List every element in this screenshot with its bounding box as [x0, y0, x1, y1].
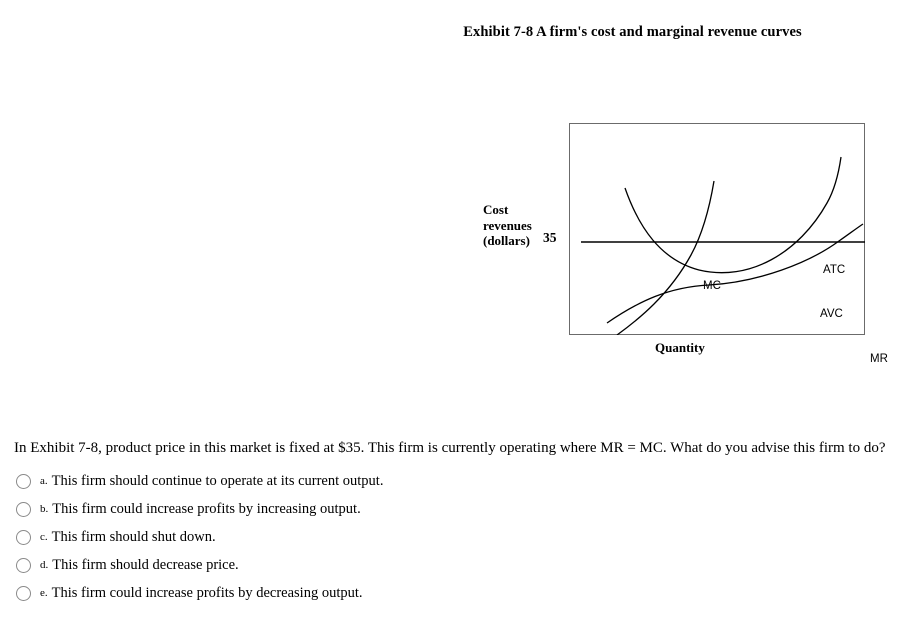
choice-text-e: This firm could increase profits by decreasing output.	[51, 585, 363, 601]
y-axis-label-line-3: (dollars)	[483, 233, 530, 248]
question-block	[14, 438, 904, 607]
choice-text-a: This firm should continue to operate at its current output.	[51, 473, 384, 489]
choice-letter-a: a.	[40, 475, 48, 487]
mr-curve-label: MR	[870, 353, 888, 365]
choice-letter-d: d.	[40, 559, 49, 571]
y-axis-label-line-1: Cost	[483, 202, 509, 217]
choice-text-b: This firm could increase profits by increasing output.	[52, 501, 361, 517]
x-axis-label: Quantity	[655, 340, 705, 355]
question-stem: In Exhibit 7-8, product price in this market is fixed at $35. This firm is currently operating where MR = MC. What do you advise this firm to do?	[14, 440, 886, 456]
choice-text-d: This firm should decrease price.	[52, 557, 239, 573]
radio-button-c[interactable]	[16, 530, 31, 545]
choice-option-b[interactable]	[14, 495, 904, 523]
choice-option-a[interactable]	[14, 467, 904, 495]
choice-letter-e: e.	[40, 587, 48, 599]
avc-curve-label: AVC	[820, 308, 843, 320]
choice-option-d[interactable]	[14, 551, 904, 579]
mc-curve-label: MC	[703, 280, 721, 292]
price-tick-label: 35	[543, 230, 557, 245]
choice-letter-b: b.	[40, 503, 49, 515]
exhibit-chart	[470, 118, 890, 368]
radio-button-b[interactable]	[16, 502, 31, 517]
choice-option-c[interactable]	[14, 523, 904, 551]
choice-letter-c: c.	[40, 531, 48, 543]
choice-option-e[interactable]	[14, 579, 904, 607]
chart-curves	[569, 123, 865, 335]
atc-curve-label: ATC	[823, 264, 846, 276]
exhibit-title: Exhibit 7-8 A firm's cost and marginal revenue curves	[463, 24, 802, 40]
radio-button-d[interactable]	[16, 558, 31, 573]
atc-curve	[625, 157, 841, 273]
radio-button-e[interactable]	[16, 586, 31, 601]
radio-button-a[interactable]	[16, 474, 31, 489]
y-axis-label-line-2: revenues	[483, 217, 532, 233]
choice-text-c: This firm should shut down.	[51, 529, 216, 545]
answer-choices	[14, 467, 904, 607]
